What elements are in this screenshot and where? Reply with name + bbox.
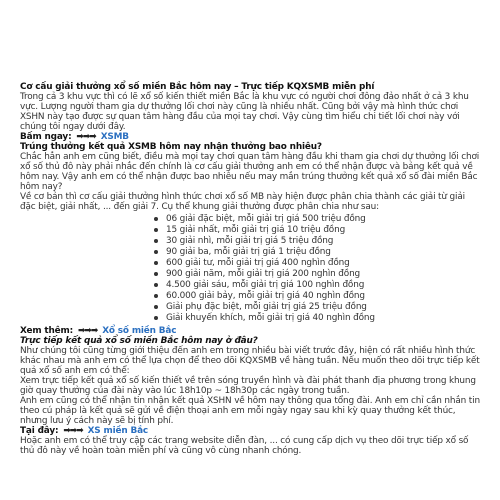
- here-line: [20, 426, 482, 436]
- list-item: 15 giải nhất, mỗi giải trị giá 10 triệu đồng: [154, 225, 482, 236]
- heading-live-results-text: Trực tiếp kết quả xổ số miền Bắc hôm nay ở đâu?: [20, 336, 258, 346]
- intro-paragraph: Trong cả 3 khu vực thì có lẽ xổ số kiến thiết miền Bắc là khu vực có người chơi đông đảo nhất ở cả 3 khu vực. Lượng người tham gia dự thưởng lối chơi này cũng là nhiều nhất. Cũng bởi vậy mà hình thức chơi XSHN này tạo được sự quan tâm hàng đầu của mọi tay chơi. Vậy cùng tìm hiểu chi tiết lối chơi này với chúng tôi ngay dưới đây.: [20, 92, 469, 132]
- list-item: 06 giải đặc biệt, mỗi giải trị giá 500 triệu đồng: [154, 214, 482, 225]
- arrow-right-icon: ➡➡➡: [76, 132, 96, 142]
- list-item: 900 giải năm, mỗi giải trị giá 200 nghìn đồng: [154, 269, 482, 280]
- cta-prefix: Bấm ngay:: [20, 132, 72, 142]
- arrow-right-icon: ➡➡➡: [77, 326, 98, 336]
- list-item: 90 giải ba, mỗi giải trị giá 1 triệu đồng: [154, 247, 482, 258]
- see-more-line: [20, 326, 482, 336]
- here-prefix: Tại đây:: [20, 426, 59, 436]
- prize-intro-paragraph: Chắc hẳn anh em cũng biết, điều mà mọi tay chơi quan tâm hàng đầu khi tham gia chơi dự thưởng lối chơi xổ số thủ đô này phải nhắc đến chính là cơ cấu giải thưởng anh em có thể nhận được và bảng kết quả về hôm nay. Vậy anh em có thể nhận được bao nhiêu nếu may mắn trúng thưởng kết quả xổ số đài miền Bắc hôm nay?: [20, 152, 480, 192]
- list-item: Giải phụ đặc biệt, mỗi giải trị giá 25 triệu đồng: [154, 302, 482, 313]
- list-item: 4.500 giải sáu, mỗi giải trị giá 100 nghìn đồng: [154, 280, 482, 291]
- live-sms-paragraph: Anh em cũng có thể nhận tin nhận kết quả XSHN về hôm nay thông qua tổng đài. Anh em chỉ cần nhắn tin theo cú pháp là kết quả sẽ gửi về điện thoại anh em mỗi ngày ngay sau khi kỳ quay thưởng kết thúc, nhưng lưu ý cách này sẽ bị tính phí.: [20, 396, 480, 426]
- heading-live-results: [20, 336, 482, 346]
- website-paragraph: Hoặc anh em có thể truy cập các trang website diễn đàn, ... có cung cấp dịch vụ theo dõi trực tiếp xổ số thủ đô này về hoàn toàn miễn phí và cũng vô cùng nhanh chóng.: [20, 436, 469, 456]
- article-body: [20, 82, 482, 456]
- xs-mien-bac-link[interactable]: XS miền Bắc: [87, 426, 149, 436]
- see-more-prefix: Xem thêm:: [20, 326, 73, 336]
- list-item: 60.000 giải bảy, mỗi giải trị giá 40 nghìn đồng: [154, 291, 482, 302]
- list-item: 30 giải nhì, mỗi giải trị giá 5 triệu đồng: [154, 236, 482, 247]
- arrow-right-icon: ➡➡➡: [63, 426, 83, 436]
- heading-prize-structure: Cơ cấu giải thưởng xổ số miền Bắc hôm nay – Trực tiếp KQXSMB miễn phí: [20, 82, 375, 92]
- prize-list: [20, 214, 482, 324]
- heading-prize-amount: Trúng thưởng kết quả XSMB hôm nay nhận thưởng bao nhiêu?: [20, 142, 322, 152]
- xo-so-mien-bac-link[interactable]: Xổ số miền Bắc: [102, 326, 177, 336]
- prize-structure-paragraph: Về cơ bản thì cơ cấu giải thưởng hình thức chơi xổ số MB này hiện được phân chia thành các giải từ giải đặc biệt, giải nhất, ... đến giải 7. Cụ thể khung giải thưởng được phân chia như sau:: [20, 192, 465, 212]
- list-item: 600 giải tư, mỗi giải trị giá 400 nghìn đồng: [154, 258, 482, 269]
- xsmb-link[interactable]: XSMB: [100, 132, 129, 142]
- live-tv-paragraph: Xem trực tiếp kết quả xổ số kiến thiết về trên sóng truyền hình và đài phát thanh địa phương trong khung giờ quay thưởng của đài này vào lúc 18h10p ~ 18h30p các ngày trong tuần.: [20, 376, 476, 396]
- live-intro-paragraph: Như chúng tôi cũng từng giới thiệu đến anh em trong nhiều bài viết trước đây, hiện có rất nhiều hình thức khác nhau mà anh em có thể lựa chọn để theo dõi KQXSMB về hàng tuần. Nếu muốn theo dõi trực tiếp kết quả xổ số anh em có thể:: [20, 346, 480, 376]
- cta-line-xsmb: [20, 132, 482, 142]
- list-item: Giải khuyến khích, mỗi giải trị giá 40 nghìn đồng: [154, 313, 482, 324]
